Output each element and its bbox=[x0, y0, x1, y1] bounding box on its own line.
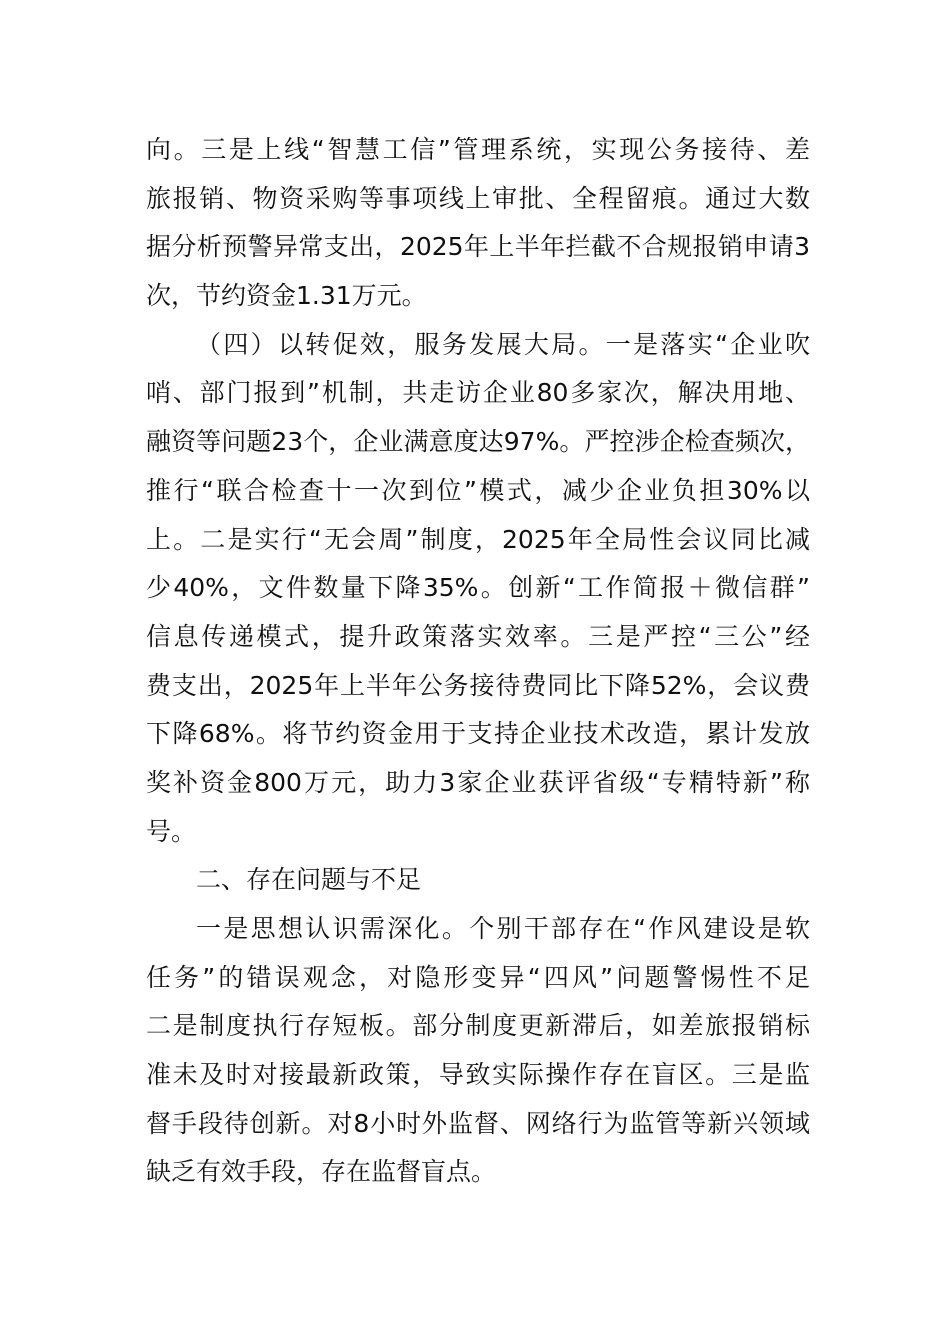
text-line: 缺乏有效手段，存在监督盲点。 bbox=[146, 1157, 497, 1187]
text-line: 二是制度执行存短板。部分制度更新滞后，如差旅报销标 bbox=[146, 1011, 810, 1041]
text-line: 上。二是实行“无会周”制度，2025年全局性会议同比减 bbox=[146, 524, 810, 554]
document-body bbox=[146, 126, 810, 1197]
text-line: 据分析预警异常支出，2025年上半年拦截不合规报销申请3 bbox=[146, 232, 810, 262]
text-line: 一是思想认识需深化。个别干部存在“作风建设是软 bbox=[196, 914, 810, 943]
text-line: 任务”的错误观念，对隐形变异“四风”问题警惕性不足 bbox=[146, 962, 810, 992]
text-line: 次，节约资金1.31万元。 bbox=[146, 281, 427, 311]
section-heading-line: （四）以转促效，服务发展大局。一是落实“企业吹 bbox=[196, 329, 810, 359]
text-line: 费支出，2025年上半年公务接待费同比下降52%，会议费 bbox=[146, 670, 810, 700]
section-title: 二、存在问题与不足 bbox=[196, 865, 422, 895]
text-line: 向。三是上线“智慧工信”管理系统，实现公务接待、差 bbox=[146, 135, 810, 164]
text-line: 督手段待创新。对8小时外监督、网络行为监管等新兴领域 bbox=[146, 1108, 810, 1138]
text-line: 少40%，文件数量下降35%。创新“工作简报＋微信群” bbox=[146, 573, 810, 603]
text-line: 融资等问题23个，企业满意度达97%。严控涉企检查频次， bbox=[146, 427, 810, 457]
text-line: 号。 bbox=[146, 816, 197, 846]
text-line: 旅报销、物资采购等事项线上审批、全程留痕。通过大数 bbox=[146, 183, 810, 213]
text-line: 信息传递模式，提升政策落实效率。三是严控“三公”经 bbox=[146, 621, 810, 651]
text-line: 哨、部门报到”机制，共走访企业80多家次，解决用地、 bbox=[146, 378, 810, 408]
text-line: 奖补资金800万元，助力3家企业获评省级“专精特新”称 bbox=[146, 767, 810, 797]
text-line: 推行“联合检查十一次到位”模式，减少企业负担30%以 bbox=[146, 475, 810, 505]
text-line: 下降68%。将节约资金用于支持企业技术改造，累计发放 bbox=[146, 719, 810, 749]
text-line: 准未及时对接最新政策，导致实际操作存在盲区。三是监 bbox=[146, 1060, 810, 1090]
